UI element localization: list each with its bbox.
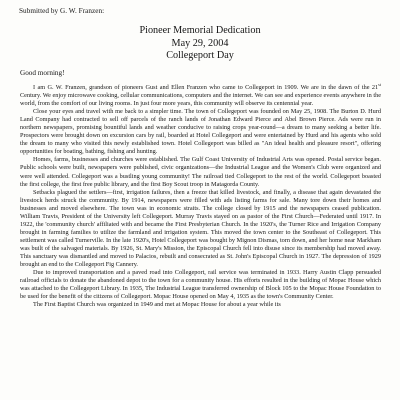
paragraph-1 bbox=[20, 81, 381, 108]
paragraph-1-text: I am G. W. Franzen, grandson of pioneers Gust and Ellen Franzen who came to Collegeport in 1909. We are in the dawn of the 21 bbox=[33, 84, 379, 91]
paragraph-5: Due to improved transportation and a paved road into Collegeport, rail service was terminated in 1933. Harry Austin Clapp persuaded railroad officials to donate the abandoned depot to the town for a community house. His efforts resulted in the building of Mopac House which was attached to the Collegeport Library. In 1935, The Industrial League transferred ownership of Block 105 to the Mopac House Foundation to be used for the benefit of the citizens of Collegeport. Mopac House opened on May 4, 1935 as the town's Community Center. bbox=[20, 269, 381, 301]
ordinal-suffix: st bbox=[378, 81, 381, 87]
document-title: Pioneer Memorial Dedication bbox=[139, 25, 261, 36]
document-body bbox=[20, 81, 381, 309]
paragraph-2: Close your eyes and travel with me back to a simpler time. The town of Collegeport was founded on May 25, 1908. The Burton D. Hurd Land Company had contracted to sell off parcels of the ranch lands of Jonathan Edward Pierce and Abel Brown Pierce. Ads were run in northern newspapers, promising bountiful lands and weather conducive to raising crops year-round—a dream to many seeking a better life. Prospectors were brought down on excursion cars by rail, boarded at Hotel Collegeport and were entertained by Hurd and his agents who sold the dream to many who visited this newly established town. Hotel Collegeport was billed as "An ideal health and pleasure resort", offering opportunities for boating, bathing, fishing and hunting. bbox=[20, 108, 381, 156]
paragraph-6: The First Baptist Church was organized in 1949 and met at Mopac House for about a year while its bbox=[33, 301, 281, 309]
paragraph-4: Setbacks plagued the settlers—first, irrigation failures, then a freeze that killed livestock, and finally, a disease that again devastated the livestock herds struck the community. By 1914, newspapers were filled with ads listing farms for sale. Many tore down their homes and businesses and moved elsewhere. The town was in economic straits. The college closed by 1915 and the newspapers ceased publication. William Travis, President of the University left Collegeport. Murray Travis stayed on as pastor of the First Church—Federated until 1917. In 1922, the 'community church' affiliated with and became the First Presbyterian Church. In the 1920's, the Turner Rice and Irrigation Company brought in farming families to utilize the farmland and irrigation system. This moved the town center to the Southeast of Collegeport. This settlement was called Turnerville. In the late 1920's, Hotel Collegeport was bought by Mignon Dismas, torn down, and her home near Markham was built of the salvaged materials. By 1926, St. Mary's Mission, the Episcopal Church fell into disuse since its membership had moved away. This sanctuary was dismantled and moved to Palacios, rebuilt and consecrated as St. John's Episcopal Church in 1927. The depression of 1929 brought an end to the Collegeport Fig Cannery. bbox=[20, 188, 381, 269]
paragraph-3: Homes, farms, businesses and churches were established. The Gulf Coast University of Industrial Arts was opened. Postal service began. Public schools were built, newspapers were published, civic organizations—the Industrial League and the Women's Club were organized and were well attended. Collegeport was a bustling young community! The railroad tied Collegeport to the rest of the world. Collegeport boasted the first college, the first free public library, and the first Boy Scout troop in Matagorda County. bbox=[20, 156, 381, 188]
event-date: May 29, 2004 bbox=[171, 37, 229, 49]
submitted-by-line: Submitted by G. W. Franzen: bbox=[19, 7, 105, 15]
greeting: Good morning! bbox=[20, 69, 65, 77]
paragraph-1-text-cont: Century. We enjoy microwave cooking, cellular communications, computers and the internet. We can see and experience events anywhere in the world, from the comfort of our living rooms. In just four more years, this community will observe its centennial year. bbox=[20, 92, 381, 108]
title-block bbox=[0, 25, 400, 63]
event-name: Collegeport Day bbox=[166, 50, 234, 62]
